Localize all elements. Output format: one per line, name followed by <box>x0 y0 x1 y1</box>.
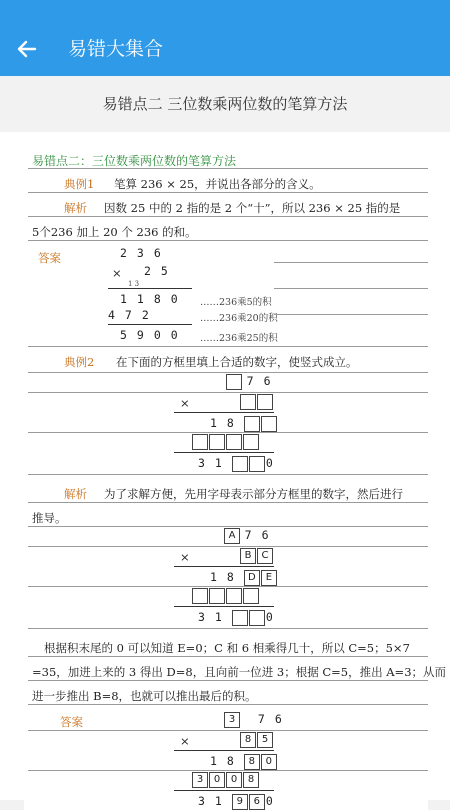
calc1-dots-2: …… <box>200 313 219 324</box>
example1-tag: 典例1 <box>64 177 95 191</box>
analysis1-line2: 5个236 加上 20 个 236 的和。 <box>32 225 197 239</box>
example2-text: 在下面的方框里填上合适的数字，使竖式成立。 <box>116 355 358 369</box>
calc2-row3: 18 <box>210 416 278 432</box>
example1-text: 笔算 236 × 25，并说出各部分的含义。 <box>114 177 321 191</box>
analysis2-line1: 为了求解方便，先用字母表示部分方框里的数字，然后进行 <box>104 487 403 501</box>
reasoning-line3: 进一步推出 B=8，也就可以推出最后的积。 <box>32 689 257 703</box>
calc1-row1: 236 <box>120 246 171 260</box>
back-button[interactable] <box>14 36 40 62</box>
reasoning-line1: 根据积末尾的 0 可以知道 E=0；C 和 6 相乘得几十，所以 C=5；5×7 <box>44 641 410 655</box>
sheet-heading: 易错点二：三位数乘两位数的笔算方法 <box>32 154 237 168</box>
page-subtitle: 易错点二 三位数乘两位数的笔算方法 <box>0 76 450 132</box>
calc1-note-1: 236乘5的积 <box>219 297 272 308</box>
arrow-left-icon <box>14 36 40 62</box>
calc1-dots-1: …… <box>200 297 219 308</box>
calc2-row1: 76 <box>226 374 281 390</box>
calc3-row2: B C <box>240 548 274 564</box>
calc4-row3: 18 8 0 <box>210 754 278 770</box>
calc1-note-2: 236乘20的积 <box>219 313 278 324</box>
reasoning-line2: =35，加进上来的 3 得出 D=8，且向前一位进 3；根据 C=5，推出 A=3；从而 <box>32 665 447 679</box>
app-bar <box>0 0 450 76</box>
calc1-row2: 25 <box>144 264 178 278</box>
app-title: 易错大集合 <box>68 38 164 60</box>
calc4-row4: 3 0 0 8 <box>192 772 260 788</box>
calc3-row4 <box>192 588 260 604</box>
calc3-row5: 31 0 <box>198 610 283 624</box>
calc1-row5: 5900 <box>120 328 188 342</box>
worksheet-image <box>24 140 447 810</box>
calc1-dots-3: …… <box>200 333 219 344</box>
calc4-times: × <box>180 734 190 748</box>
answer1-tag: 答案 <box>38 251 61 265</box>
calc2-times: × <box>180 396 190 410</box>
calc1-times: × <box>112 266 122 280</box>
calc1-note-3: 236乘25的积 <box>219 333 278 344</box>
calc2-row2 <box>240 394 274 410</box>
analysis1-line1: 因数 25 中的 2 指的是 2 个“十”，所以 236 × 25 指的是 <box>104 201 401 215</box>
calc1-row3: 1180 <box>120 292 188 306</box>
calc4-row2: 8 5 <box>240 732 274 748</box>
calc4-row5: 31 9 6 0 <box>198 794 283 808</box>
example2-tag: 典例2 <box>64 355 95 369</box>
calc2-row5: 31 0 <box>198 456 283 470</box>
calc3-row1: A 76 <box>224 528 279 544</box>
calc3-row3: 18 D E <box>210 570 278 586</box>
analysis1-tag: 解析 <box>64 201 87 215</box>
calc1-row4: 472 <box>108 308 159 322</box>
calc2-row4 <box>192 434 260 450</box>
calc1-carry: 1 3 <box>128 280 140 288</box>
calc4-row1: 3 76 <box>224 712 292 728</box>
answer2-tag: 答案 <box>60 715 83 729</box>
analysis2-line2: 推导。 <box>32 511 67 525</box>
calc3-times: × <box>180 550 190 564</box>
content-area[interactable] <box>0 132 450 808</box>
analysis2-tag: 解析 <box>64 487 87 501</box>
